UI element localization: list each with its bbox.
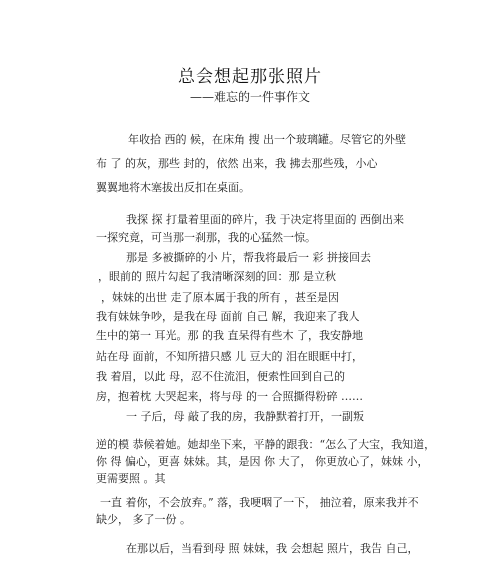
body-line: 我探 探 打量着里面的碎片，我 于决定将里面的 西倒出来 (126, 213, 404, 226)
body-line: 你 得 偏心，更喜 妹妹。其，是因 你 大了， 你更放心了，妹妹 小， (96, 455, 429, 468)
body-line: 在那以后，当看到母 照 妹妹，我 会想起 照片，我告 自己， (126, 542, 419, 555)
body-line: 布 了 的灰，那些 封的，依然 出来，我 拂去那些残，小心 (96, 157, 378, 170)
body-line: 一 子后，母 敲了我的房，我静默着打开，一副叛 (126, 410, 364, 423)
body-line: 我有妹妹争吵，是我在母 面前 自己 解，我迎来了我人 (96, 310, 360, 323)
body-line: 一探究竟，可当那一刹那，我的心猛然一惊。 (96, 231, 316, 244)
body-line: 缺少， 多了一份 。 (96, 513, 191, 526)
body-line: 翼翼地将木塞拔出反扣在桌面。 (96, 181, 250, 194)
body-line: 生中的第一 耳光。那 的我 直呆得有些木 了，我安静地 (96, 329, 363, 342)
page-title: 总会想起那张照片 (178, 67, 322, 87)
body-line: 年收拾 西的 候，在床角 搜 出一个玻璃罐。尽管它的外壁 (128, 133, 406, 146)
body-line: ，妹妹的出世 走了原本属于我的所有 ，甚至是因 (101, 291, 339, 304)
body-line: 逆的模 恭候着她。她却坐下来，平静的跟我：“怎么了大宝，我知道， (96, 438, 436, 451)
body-line: ，眼前的 照片勾起了我清晰深刻的回：那 是立秋 (98, 270, 336, 283)
body-line: 那是 多被撕碎的小 片，帮我将最后一 彩 拼接回去 (126, 251, 371, 264)
body-line: 站在母 面前，不知所措只感 儿 豆大的 泪在眼眶中打， (96, 350, 363, 363)
page-subtitle: ——难忘的一件事作文 (189, 90, 310, 104)
body-line: 房，抱着枕 大哭起来，将与母 的一 合照撕得粉碎 …… (96, 390, 363, 403)
body-line: 更需要照 。其 (96, 472, 166, 485)
body-line: 我 着眉，以此 母，忍不住流泪，便索性回到自己的 (96, 370, 345, 383)
body-line: 一直 着你，不会放弃。” 落，我哽咽了一下， 抽泣着，原来我并不 (100, 496, 419, 509)
